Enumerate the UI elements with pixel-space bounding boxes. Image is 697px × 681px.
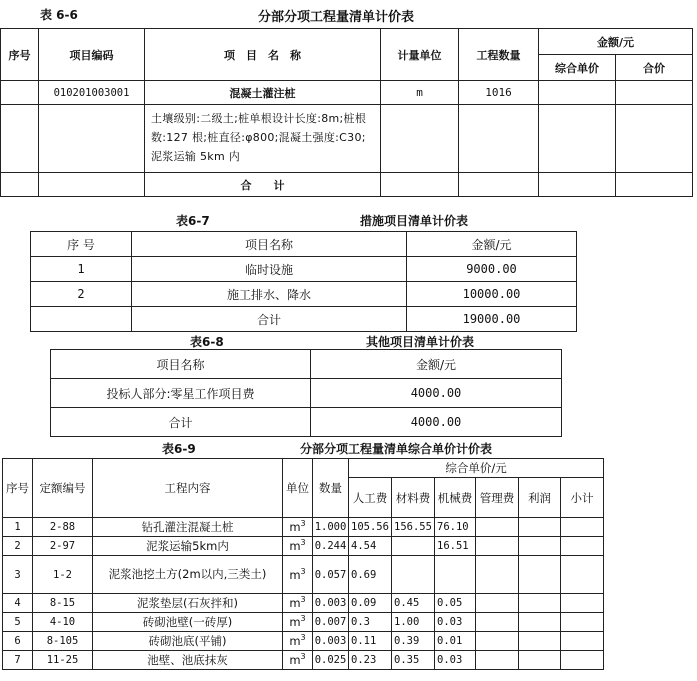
row-seq: 2 <box>3 537 33 556</box>
row-name: 投标人部分:零星工作项目费 <box>51 379 311 408</box>
table-6-9 <box>2 458 604 670</box>
header-name: 项目名称 <box>51 350 311 379</box>
row-material: 0.35 <box>392 651 435 670</box>
table-6-6-title: 分部分项工程量清单计价表 <box>258 10 415 25</box>
table-6-6 <box>0 28 693 197</box>
row-quota: 11-25 <box>33 651 93 670</box>
row-machine: 16.51 <box>435 537 476 556</box>
row-content: 泥浆垫层(石灰拌和) <box>93 594 283 613</box>
row-machine: 0.05 <box>435 594 476 613</box>
row-material: 0.45 <box>392 594 435 613</box>
row-unit <box>283 651 313 670</box>
row-unit <box>283 632 313 651</box>
cell-empty <box>616 105 693 173</box>
row-seq: 4 <box>3 594 33 613</box>
unit-exponent: 3 <box>300 519 306 529</box>
row-qty: 1.000 <box>313 518 349 537</box>
cell-qty: 1016 <box>459 81 539 105</box>
cell-empty <box>39 105 145 173</box>
header-seq: 序 号 <box>31 232 132 257</box>
cell-empty <box>459 105 539 173</box>
row-unit <box>283 537 313 556</box>
row-machine: 0.03 <box>435 651 476 670</box>
header-name: 项目名称 <box>132 232 407 257</box>
row-seq: 1 <box>31 257 132 282</box>
table-row <box>3 613 604 632</box>
table-6-7-label: 表6-7 <box>176 214 210 228</box>
header-labor: 人工费 <box>349 478 392 518</box>
row-subtotal <box>561 632 604 651</box>
row-profit <box>519 632 561 651</box>
table-row <box>31 282 577 307</box>
header-code: 项目编码 <box>39 29 145 81</box>
row-amount: 9000.00 <box>407 257 577 282</box>
unit-base: m <box>289 634 301 648</box>
row-quota: 1-2 <box>33 556 93 594</box>
unit-base: m <box>289 520 301 534</box>
unit-base: m <box>289 653 301 667</box>
row-labor: 4.54 <box>349 537 392 556</box>
row-mgmt <box>476 613 519 632</box>
cell-code: 010201003001 <box>39 81 145 105</box>
row-mgmt <box>476 537 519 556</box>
header-unit: 单位 <box>283 459 313 518</box>
row-quota: 2-97 <box>33 537 93 556</box>
row-unit <box>283 594 313 613</box>
row-machine: 0.03 <box>435 613 476 632</box>
unit-exponent: 3 <box>300 652 306 662</box>
row-quota: 8-105 <box>33 632 93 651</box>
header-content: 工程内容 <box>93 459 283 518</box>
cell-empty <box>539 105 616 173</box>
header-machine: 机械费 <box>435 478 476 518</box>
row-subtotal <box>561 537 604 556</box>
row-qty: 0.003 <box>313 632 349 651</box>
table-row <box>51 408 562 437</box>
header-qty: 工程数量 <box>459 29 539 81</box>
header-unit: 计量单位 <box>381 29 459 81</box>
cell-name: 混凝土灌注桩 <box>145 81 381 105</box>
row-amount: 4000.00 <box>311 379 562 408</box>
row-quota: 4-10 <box>33 613 93 632</box>
header-subtotal: 小计 <box>561 478 604 518</box>
table-row <box>31 307 577 332</box>
row-subtotal <box>561 651 604 670</box>
header-unit-price: 综合单价 <box>539 55 616 81</box>
row-name: 合计 <box>51 408 311 437</box>
row-seq <box>31 307 132 332</box>
unit-base: m <box>289 596 301 610</box>
header-amount: 金额/元 <box>311 350 562 379</box>
row-profit <box>519 613 561 632</box>
header-seq: 序号 <box>1 29 39 81</box>
table-row <box>3 556 604 594</box>
row-seq: 2 <box>31 282 132 307</box>
header-total-price: 合价 <box>616 55 693 81</box>
header-profit: 利润 <box>519 478 561 518</box>
cell-seq <box>1 81 39 105</box>
row-content: 池壁、池底抹灰 <box>93 651 283 670</box>
table-6-7-title: 措施项目清单计价表 <box>360 214 469 228</box>
row-material <box>392 537 435 556</box>
row-mgmt <box>476 556 519 594</box>
row-seq: 6 <box>3 632 33 651</box>
header-mgmt: 管理费 <box>476 478 519 518</box>
row-labor: 0.11 <box>349 632 392 651</box>
row-seq: 3 <box>3 556 33 594</box>
table-6-8-title: 其他项目清单计价表 <box>366 335 475 349</box>
row-content: 砖砌池底(平铺) <box>93 632 283 651</box>
cell-empty <box>381 173 459 197</box>
row-labor: 0.69 <box>349 556 392 594</box>
unit-exponent: 3 <box>300 595 306 605</box>
row-seq: 1 <box>3 518 33 537</box>
row-name: 合计 <box>132 307 407 332</box>
row-material <box>392 556 435 594</box>
table-6-6-label: 表 6-6 <box>40 8 78 22</box>
row-content: 泥浆池挖土方(2m以内,三类土) <box>93 556 283 594</box>
table-row <box>3 632 604 651</box>
row-labor: 0.3 <box>349 613 392 632</box>
row-subtotal <box>561 594 604 613</box>
row-profit <box>519 556 561 594</box>
table-6-9-label: 表6-9 <box>162 442 196 456</box>
row-seq: 7 <box>3 651 33 670</box>
cell-empty <box>39 173 145 197</box>
cell-empty <box>381 105 459 173</box>
cell-unit-price <box>539 81 616 105</box>
row-profit <box>519 594 561 613</box>
unit-exponent: 3 <box>300 566 306 576</box>
row-material: 1.00 <box>392 613 435 632</box>
table-row <box>3 518 604 537</box>
unit-base: m <box>289 539 301 553</box>
unit-base: m <box>289 615 301 629</box>
header-amount: 金额/元 <box>539 29 693 55</box>
unit-exponent: 3 <box>300 614 306 624</box>
row-unit <box>283 613 313 632</box>
row-content: 砖砌池壁(一砖厚) <box>93 613 283 632</box>
row-profit <box>519 518 561 537</box>
row-mgmt <box>476 632 519 651</box>
table-6-8 <box>50 349 562 437</box>
header-material: 材料费 <box>392 478 435 518</box>
row-amount: 19000.00 <box>407 307 577 332</box>
unit-exponent: 3 <box>300 538 306 548</box>
row-qty: 0.244 <box>313 537 349 556</box>
row-mgmt <box>476 651 519 670</box>
cell-empty <box>1 105 39 173</box>
table-row <box>3 594 604 613</box>
row-labor: 105.56 <box>349 518 392 537</box>
row-machine: 0.01 <box>435 632 476 651</box>
unit-exponent: 3 <box>300 633 306 643</box>
table-6-9-title: 分部分项工程量清单综合单价计价表 <box>300 442 493 456</box>
row-unit <box>283 518 313 537</box>
cell-empty <box>1 173 39 197</box>
row-mgmt <box>476 518 519 537</box>
cell-total-price <box>616 81 693 105</box>
row-content: 钻孔灌注混凝土桩 <box>93 518 283 537</box>
table-row <box>31 257 577 282</box>
row-qty: 0.057 <box>313 556 349 594</box>
header-composite: 综合单价/元 <box>349 459 604 478</box>
table-row <box>3 537 604 556</box>
row-subtotal <box>561 613 604 632</box>
header-quota: 定额编号 <box>33 459 93 518</box>
row-qty: 0.025 <box>313 651 349 670</box>
row-subtotal <box>561 556 604 594</box>
row-amount: 10000.00 <box>407 282 577 307</box>
header-seq: 序号 <box>3 459 33 518</box>
total-label: 合 计 <box>145 173 381 197</box>
row-labor: 0.09 <box>349 594 392 613</box>
row-quota: 8-15 <box>33 594 93 613</box>
row-subtotal <box>561 518 604 537</box>
cell-empty <box>616 173 693 197</box>
row-seq: 5 <box>3 613 33 632</box>
row-profit <box>519 537 561 556</box>
header-qty: 数量 <box>313 459 349 518</box>
table-6-8-label: 表6-8 <box>190 335 224 349</box>
cell-unit: m <box>381 81 459 105</box>
row-amount: 4000.00 <box>311 408 562 437</box>
row-qty: 0.007 <box>313 613 349 632</box>
row-machine: 76.10 <box>435 518 476 537</box>
project-description: 土壤级别:二级土;桩单根设计长度:8m;桩根数:127 根;桩直径:φ800;混凝土强度:C30;泥浆运输 5km 内 <box>145 105 381 173</box>
row-quota: 2-88 <box>33 518 93 537</box>
header-name: 项 目 名 称 <box>145 29 381 81</box>
table-6-7 <box>30 231 577 332</box>
row-profit <box>519 651 561 670</box>
row-mgmt <box>476 594 519 613</box>
row-material: 0.39 <box>392 632 435 651</box>
cell-empty <box>539 173 616 197</box>
row-content: 泥浆运输5km内 <box>93 537 283 556</box>
row-name: 施工排水、降水 <box>132 282 407 307</box>
row-unit <box>283 556 313 594</box>
table-row <box>3 651 604 670</box>
unit-base: m <box>289 567 301 582</box>
header-amount: 金额/元 <box>407 232 577 257</box>
row-material: 156.55 <box>392 518 435 537</box>
row-qty: 0.003 <box>313 594 349 613</box>
row-name: 临时设施 <box>132 257 407 282</box>
cell-empty <box>459 173 539 197</box>
row-labor: 0.23 <box>349 651 392 670</box>
table-row <box>51 379 562 408</box>
row-machine <box>435 556 476 594</box>
